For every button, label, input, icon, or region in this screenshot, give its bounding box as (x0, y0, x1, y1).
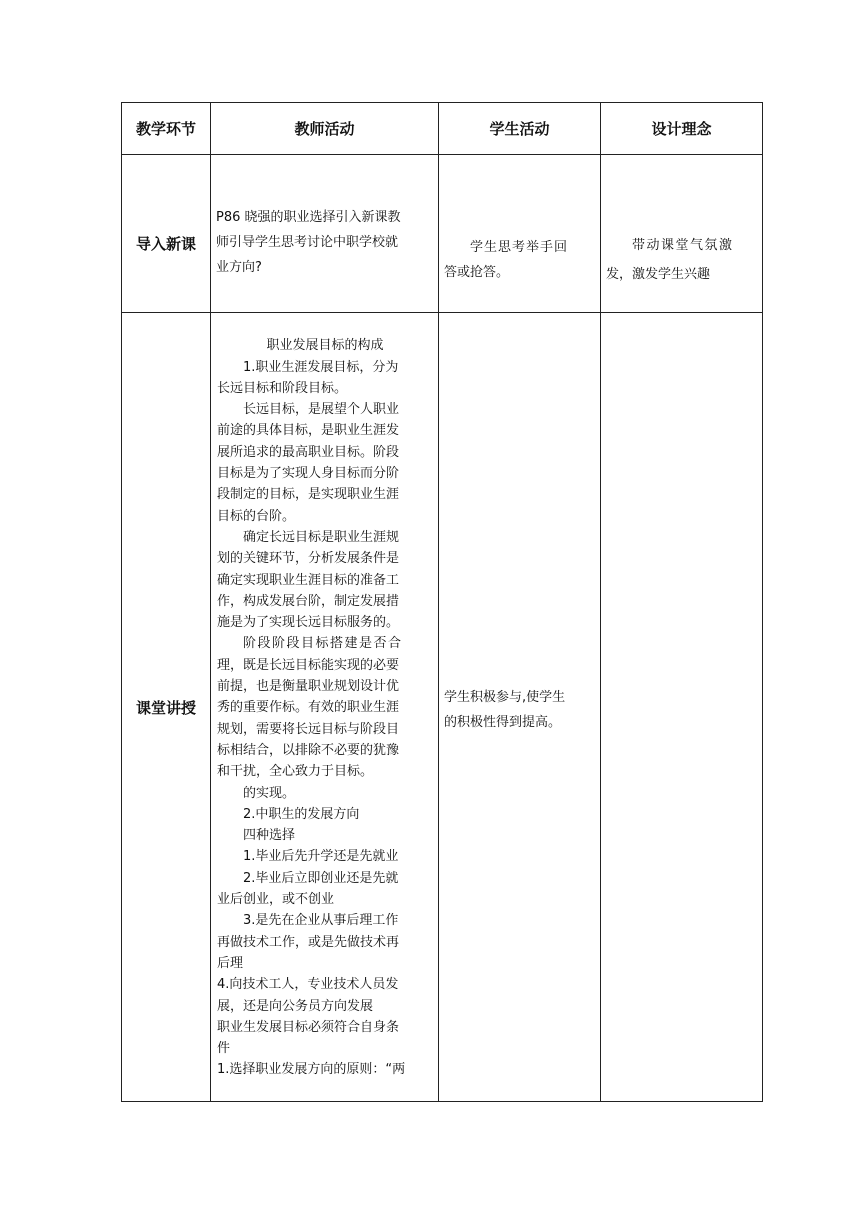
teacher-line: 师引导学生思考讨论中职学校就 (216, 235, 399, 250)
teacher-line: 秀的重要作标。有效的职业生涯 (217, 700, 400, 716)
teacher-line: 目标是为了实现人身目标而分阶 (217, 466, 400, 482)
table-row-lecture (122, 313, 763, 1102)
header-design-concept: 设计理念 (601, 103, 763, 155)
teacher-line: 1.职业生涯发展目标，分为 (243, 359, 399, 375)
teacher-line: 段制定的目标，是实现职业生涯 (217, 487, 400, 503)
design-concept-cell (601, 155, 763, 313)
teacher-line: 四种选择 (243, 828, 296, 844)
teacher-line: 理，既是长远目标能实现的必要 (217, 657, 400, 673)
teacher-line: 后理 (217, 955, 244, 971)
header-stage: 教学环节 (122, 103, 211, 155)
lesson-plan-table (121, 102, 763, 1102)
student-activity-cell (439, 313, 601, 1102)
teacher-line: 和干扰，全心致力于目标。 (217, 764, 374, 780)
stage-cell: 课堂讲授 (122, 313, 211, 1102)
teacher-line: 展所追求的最高职业目标。阶段 (217, 444, 400, 460)
teacher-line: 职业发展目标的构成 (266, 338, 384, 354)
teacher-activity-cell (211, 155, 439, 313)
teacher-line: 2.中职生的发展方向 (243, 806, 360, 822)
teacher-line: 施是为了实现长远目标服务的。 (217, 615, 400, 631)
table-row-intro (122, 155, 763, 313)
teacher-line: 前途的具体目标，是职业生涯发 (217, 423, 400, 439)
teacher-line: 作，构成发展台阶，制定发展措 (217, 593, 400, 609)
teacher-line: 2.毕业后立即创业还是先就 (243, 870, 399, 886)
student-line: 学生思考举手回 (470, 240, 569, 255)
teacher-line: 1.选择职业发展方向的原则：“两 (217, 1062, 406, 1078)
stage-cell: 导入新课 (122, 155, 211, 313)
teacher-line: 确定长远目标是职业生涯规 (243, 529, 400, 545)
design-line: 带动课堂气氛激 (632, 238, 734, 253)
teacher-line: 阶段阶段目标搭建是否合 (243, 636, 403, 652)
header-row (122, 103, 763, 155)
teacher-line: P86 晓强的职业选择引入新课教 (216, 210, 401, 225)
student-activity-cell (439, 155, 601, 313)
teacher-line: 确定实现职业生涯目标的准备工 (217, 572, 400, 588)
teacher-line: 件 (217, 1041, 231, 1057)
student-line: 答或抢答。 (444, 265, 510, 280)
teacher-line: 再做技术工作，或是先做技术再 (217, 934, 400, 950)
student-line: 学生积极参与,使学生 (444, 690, 566, 705)
teacher-line: 规划，需要将长远目标与阶段目 (217, 721, 400, 737)
teacher-line: 的实现。 (243, 785, 296, 801)
teacher-line: 前提，也是衡量职业规划设计优 (217, 679, 400, 695)
teacher-line: 4.向技术工人，专业技术人员发 (217, 977, 399, 993)
teacher-line: 划的关键环节，分析发展条件是 (217, 551, 400, 567)
student-line: 的积极性得到提高。 (444, 715, 562, 730)
teacher-line: 业后创业，或不创业 (217, 892, 335, 908)
teacher-activity-cell (211, 313, 439, 1102)
teacher-line: 业方向? (216, 260, 262, 275)
header-student-activity: 学生活动 (439, 103, 601, 155)
teacher-line: 3.是先在企业从事后理工作 (243, 913, 399, 929)
header-teacher-activity: 教师活动 (211, 103, 439, 155)
teacher-line: 标相结合，以排除不必要的犹豫 (217, 742, 400, 758)
teacher-line: 目标的台阶。 (217, 508, 296, 524)
design-line: 发，激发学生兴趣 (606, 267, 711, 282)
design-concept-cell (601, 313, 763, 1102)
teacher-line: 长远目标，是展望个人职业 (243, 402, 400, 418)
teacher-line: 职业生发展目标必须符合自身条 (217, 1019, 400, 1035)
teacher-line: 展，还是向公务员方向发展 (217, 998, 374, 1014)
teacher-line: 长远目标和阶段目标。 (217, 380, 348, 396)
teacher-line: 1.毕业后先升学还是先就业 (243, 849, 399, 865)
